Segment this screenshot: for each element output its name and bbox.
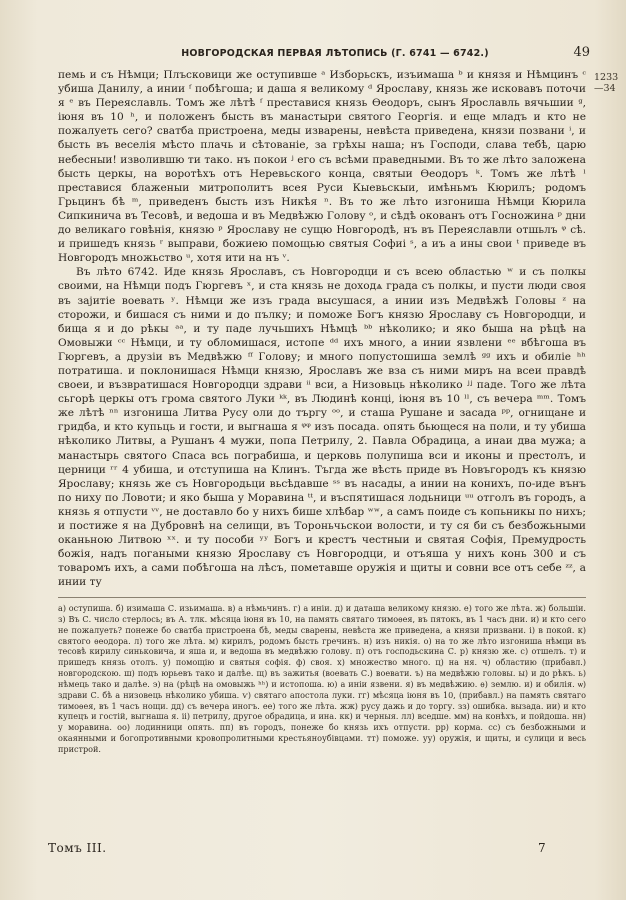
margin-year-start: 1233	[594, 72, 619, 83]
footnote-divider	[58, 597, 586, 598]
chronicle-paragraph: пемь и съ Нѣмци; Плъсковици же оступивше ᵃ Изборьскъ, изъимаша ᵇ и князя и Нѣмцинъ ᶜ убиша Данилу, а инии ᶠ побѣгоша; и даша я великому ᵈ Ярославу, князь же исковавъ поточи я ᵉ въ Переяславль. Томъ же лѣтѣ ᶠ преставися князь Ѳеодоръ, сынъ Ярославль вячьшии ᵍ, іюня въ 10 ʰ, и положенъ бысть въ манастыри святого Георгія. и еще младъ и кто не пожалуеть сего? сватба пристроена, меды изварены, невѣста приведена, князи позвани ⁱ, и бысть въ веселія мѣсто плачь и сѣтованіе, за грѣхы наша; нъ Господи, слава тебѣ, царю небесныи! изволившю ти тако. нъ покои ʲ его съ всѣми праведными. Въ то же лѣто заложена бысть церкы, на воротѣхъ отъ Неревьского конца, святыи Ѳеодоръ ᵏ. Томъ же лѣтѣ ˡ преставися блаженыи митрополитъ всея Руси Кыевьскыи, имѣньмъ Кюрилъ; родомъ Грьцинъ бѣ ᵐ, приведенъ бысть изъ Никѣя ⁿ. Въ то же лѣто изгониша Нѣмци Кюрила Сипкинича въ Тесовѣ, и ведоша и въ Медвѣжю Голову ᵒ, и сѣдѣ окованъ отъ Госножина ᵖ дни до великаго говѣнія, князю ᵖ Ярославу не сущю Новгородѣ, нъ въ Переяславли отшьлъ ᵠ сѣ. и пришедъ князь ʳ выправи, божиею помощью святыя Софиі ˢ, а иъ а ины свои ᵗ приведе въ Новгородъ множьство ᵘ, хотя ити на нъ ᵛ.	[58, 69, 586, 265]
footnote-text: a) оступиша. б) изимаша С. изьимаша. в) а нѣмьчинъ. г) а иніи. д) и даташа великому князю. е) того же лѣта. ж) большіи. з) Въ С. число стерлось; въ А. тлк. мѣсяца іюня въ 10, на память святаго тимоѳея, въ пятокъ, въ 1 часъ дни. и) и кто сего не пожалуеть? понеже бо сватба пристроена бѣ, меды сварены, невѣста же приведена, а князи призвани. і) в покой. к) святого ѳеодора. л) того же лѣта. м) кирилъ, родомъ бысть гречинъ. н) изъ никія. о) на то же лѣто изгониша нѣмци въ тесовѣ кирилу синьковича, и яша и, и ведоша въ медвѣжю голову. п) отъ господьскина С. р) князю же. с) отшелъ. т) и пришедъ князь отолъ. у) помощію и святыя софія. ф) своя. х) множество много. ц) на ня. ч) областию (прибавл.) новгородскою. ш) подъ юрьевъ тако и далѣе. щ) въ зажитья (воевать С.) воевати. ъ) на медвѣжю головы. ы) и до рѣкъ. ь) нѣмець тако и далѣе. э) на (рѣцѣ на омовыжь ʰʰ) и истопоша. ю) а иніи язвени. я) въ медвѣжию. ѳ) землю. и) и обилія. ѡ) здрави С. бѣ а низовець нѣколико убиша. ѵ) святаго апостола луки. гг) мѣсяца іюня въ 10, (прибавл.) на память святаго тимоѳея, въ 1 часъ нощи. дд) съ вечера иногъ. ее) того же лѣта. жж) русу дажь и до торгу. зз) ошибка. вызада. ии) и кто купецъ и гостій, выгнаша я. іі) петрилу, другое обрадица, и ина. кк) и черныя. лл) вседше. мм) на конѣхъ, и пойдоша. нн) у моравина. оо) лодинници опять. пп) въ городъ, понеже бо князь ихъ отпусти. рр) корма. сс) съ безбожными и окаянными и богопротивными кровопролитными крестьяноубівцами. тт) поможе. уу) оружія, и щиты, и сулици и весь пристрой.	[58, 603, 586, 754]
margin-year-note	[594, 72, 618, 94]
footnotes	[58, 603, 586, 755]
chronicle-text	[58, 68, 586, 589]
signature-mark: 7	[538, 841, 546, 855]
page-number: 49	[573, 45, 590, 60]
chronicle-paragraph: Въ лѣто 6742. Иде князь Ярославъ, съ Новгородци и съ всею областью ʷ и съ полкы своими, на Нѣмци подъ Гюргевъ ˣ, и ста князь не доходѧ града съ полкы, и пусти люди своя въ заjитіе воевать ʸ. Нѣмци же изъ града высушася, а инии изъ Медвѣжѣ Головы ᶻ на сторожи, и бишася съ ними и до пълку; и поможе Богъ князю Ярославу съ Новгородци, и бища я и до рѣкы ᵃᵃ, и ту паде лучьшихъ Нѣмцѣ ᵇᵇ нѣколико; и яко быша на рѣцѣ на Омовыжи ᶜᶜ Нѣмци, и ту обломишася, истопе ᵈᵈ ихъ много, а инии язвлени ᵉᵉ вбѣгоша въ Гюргевъ, а друзіи въ Медвѣжю ᶠᶠ Голову; и многo попустошиша землѣ ᵍᵍ ихъ и обиліе ʰʰ потратиша. и поклонишася Нѣмци князю, Ярославъ же вза съ ними миръ на всеи правдѣ своеи, и възвратишася Новгородци здрави ⁱⁱ вси, а Низовьць нѣколико ʲʲ паде. Того же лѣта сьгорѣ церкы отъ грома святого Луки ᵏᵏ, въ Людинѣ концi, іюня въ 10 ˡˡ, съ вечера ᵐᵐ. Томъ же лѣтѣ ⁿⁿ изгониша Литва Русу оли до търгу ᵒᵒ, и сташа Рушане и засада ᵖᵖ, огнищане и гридба, и кто купьць и гости, и выгнаша я ᵠᵠ изъ посада. опять бьющеся на поли, и ту убиша нѣколико Литвы, а Рушанъ 4 мужи, попа Петрилу, 2. Павла Обрадица, а инаи два мужа; а манастырь святого Спаса всь пограбиша, и церковь полупиша вси и иконы и престолъ, и церници ʳʳ 4 убиша, и отступиша на Клинъ. Тъгда же вѣсть приде въ Новъгородъ къ князю Ярославу; князь же съ Новгородьци вьсѣдавше ˢˢ въ насады, а инии на конихъ, по-иде вънъ по ниху по Ловоти; и яко быша у Моравина ᵗᵗ, и въспятишася лодьници ᵘᵘ отголъ въ городъ, а князь я отпусти ᵛᵛ, не доставло бо у нихъ бише хлѣбар ʷʷ, а самъ поиде съ копьникы по нихъ; и постиже я на Дубровнѣ на селищи, въ Тороньчьскои волости, и ту ся би съ безбожьными оканьною Литвою ˣˣ. и ту пособи ʸʸ Богъ и крестъ честныи и святая Софія, Премудрость божія, надъ погаными князю Ярославу съ Новгородци, и отъяша у нихъ конь 300 и съ товаромъ ихъ, а сами побѣгоша на лѣсъ, пометавше оружія и щиты и совни все отъ себе ᶻᶻ, а инии ту	[58, 266, 586, 589]
page-footer	[48, 841, 588, 857]
page-header	[60, 45, 590, 64]
margin-year-end: —34	[594, 83, 616, 94]
running-head: НОВГОРОДСКАЯ ПЕРВАЯ ЛѢТОПИСЬ (Г. 6741 — 6742.)	[181, 48, 489, 59]
volume-label: Томъ III.	[48, 841, 107, 855]
